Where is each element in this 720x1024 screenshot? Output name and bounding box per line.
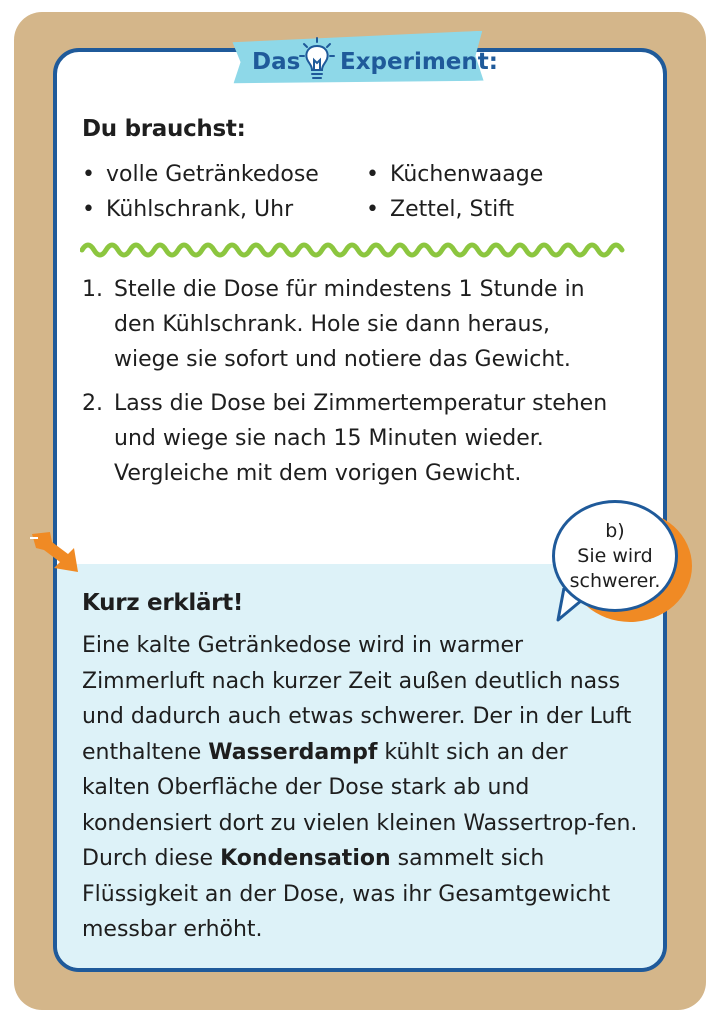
answer-line: Sie wird [577, 544, 653, 567]
answer-line: schwerer. [569, 569, 661, 592]
bullet: • [82, 162, 95, 187]
explanation-title: Kurz erklärt! [82, 590, 244, 616]
explanation-bold: Kondensation [220, 846, 391, 871]
step-2-text [114, 386, 644, 491]
wavy-divider [80, 236, 632, 260]
answer-letter: b) [605, 519, 625, 542]
header-experiment: Experiment: [340, 49, 498, 75]
explanation-text: kühlt sich an der kalten Oberfläche der Dose stark ab und kondensiert dort zu vielen kleinen Wassertrop-fen. Durch diese [82, 739, 638, 871]
materials-item: Kühlschrank, Uhr [106, 197, 294, 222]
step-line: Vergleiche mit dem vorigen Gewicht. [114, 461, 522, 486]
materials-title: Du brauchst: [82, 116, 246, 142]
materials-item: volle Getränkedose [106, 162, 319, 187]
explanation-paragraph [82, 628, 642, 948]
lightbulb-icon [298, 36, 336, 86]
bullet: • [82, 197, 95, 222]
explanation-text: sammelt sich Flüssigkeit an der Dose, was ihr Gesamtgewicht messbar erhöht. [82, 846, 611, 942]
bullet: • [366, 162, 379, 187]
answer-bubble [552, 500, 678, 612]
step-line: Lass die Dose bei Zimmertemperatur stehen [114, 391, 608, 416]
step-line: wiege sie sofort und notiere das Gewicht. [114, 347, 571, 372]
step-1-text [114, 272, 644, 377]
explanation-bold: Wasserdampf [208, 739, 378, 765]
header-das: Das [252, 49, 301, 75]
step-number: 1. [82, 277, 103, 302]
bullet: • [366, 197, 379, 222]
arrow-icon [28, 528, 86, 576]
step-line: Stelle die Dose für mindestens 1 Stunde in [114, 277, 585, 302]
step-line: und wiege sie nach 15 Minuten wieder. [114, 426, 544, 451]
materials-item: Küchenwaage [390, 162, 544, 187]
materials-item: Zettel, Stift [390, 197, 515, 222]
step-line: den Kühlschrank. Hole sie dann heraus, [114, 312, 550, 337]
step-number: 2. [82, 391, 103, 416]
explanation-text: Eine kalte Getränkedose wird in warmer Zimmerluft nach kurzer Zeit außen deutlich nass und dadurch auch etwas schwerer. Der in der Luft enthaltene [82, 633, 632, 765]
